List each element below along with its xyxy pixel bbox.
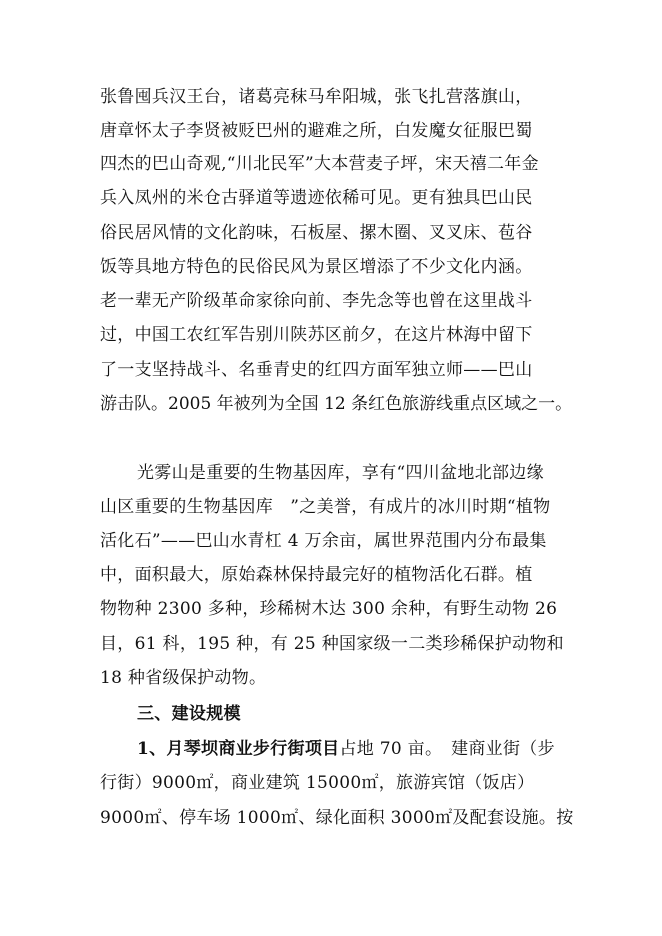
text-line: 过，中国工农红军告别川陕苏区前夕，在这片林海中留下: [100, 325, 533, 345]
item-1-text: 占地 70 亩。 建商业街（步: [339, 739, 555, 759]
text-line: 行街）9000㎡，商业建筑 15000㎡，旅游宾馆（饭店）: [100, 773, 535, 793]
text-line: 饭等具地方特色的民俗民风为景区增添了不少文化内涵。: [100, 257, 533, 277]
text-line: 老一辈无产阶级革命家徐向前、李先念等也曾在这里战斗: [100, 291, 533, 311]
text-line: 18 种省级保护动物。: [100, 668, 267, 688]
text-line: 俗民居风情的文化韵味，石板屋、摞木圈、叉叉床、苞谷: [100, 223, 533, 243]
text-line: 游击队。2005 年被列为全国 12 条红色旅游线重点区域之一。: [100, 394, 573, 414]
text-line: 中，面积最大，原始森林保持最完好的植物活化石群。植: [100, 565, 533, 585]
text-line: 物物种 2300 多种，珍稀树木达 300 余种，有野生动物 26: [100, 599, 558, 619]
text-line: 四杰的巴山奇观,“川北民军”大本营麦子坪，宋天禧二年金: [100, 154, 539, 174]
text-line: 唐章怀太子李贤被贬巴州的避难之所，白发魔女征服巴蜀: [100, 121, 533, 141]
text-line: 光雾山是重要的生物基因库，享有“四川盆地北部边缘: [137, 463, 544, 483]
text-line: 活化石”——巴山水青杠 4 万余亩，属世界范围内分布最集: [100, 531, 547, 551]
item-1-title: 1、月琴坝商业步行街项目: [137, 739, 340, 759]
text-line: 张鲁囤兵汉王台，诸葛亮秣马牟阳城，张飞扎营落旗山，: [100, 87, 533, 107]
text-line: 目，61 科，195 种，有 25 种国家级一二类珍稀保护动物和: [100, 634, 564, 654]
text-line: 山区重要的生物基因库 ”之美誉，有成片的冰川时期“植物: [100, 497, 551, 517]
text-line: 了一支坚持战斗、名垂青史的红四方面军独立师——巴山: [100, 360, 533, 380]
text-line: 兵入凤州的米仓古驿道等遗迹依稀可见。更有独具巴山民: [100, 188, 533, 208]
text-line: 9000㎡、停车场 1000㎡、绿化面积 3000㎡及配套设施。按: [100, 808, 574, 828]
item-1-first-line: [137, 738, 555, 760]
section-heading: 三、建设规模: [137, 704, 241, 724]
